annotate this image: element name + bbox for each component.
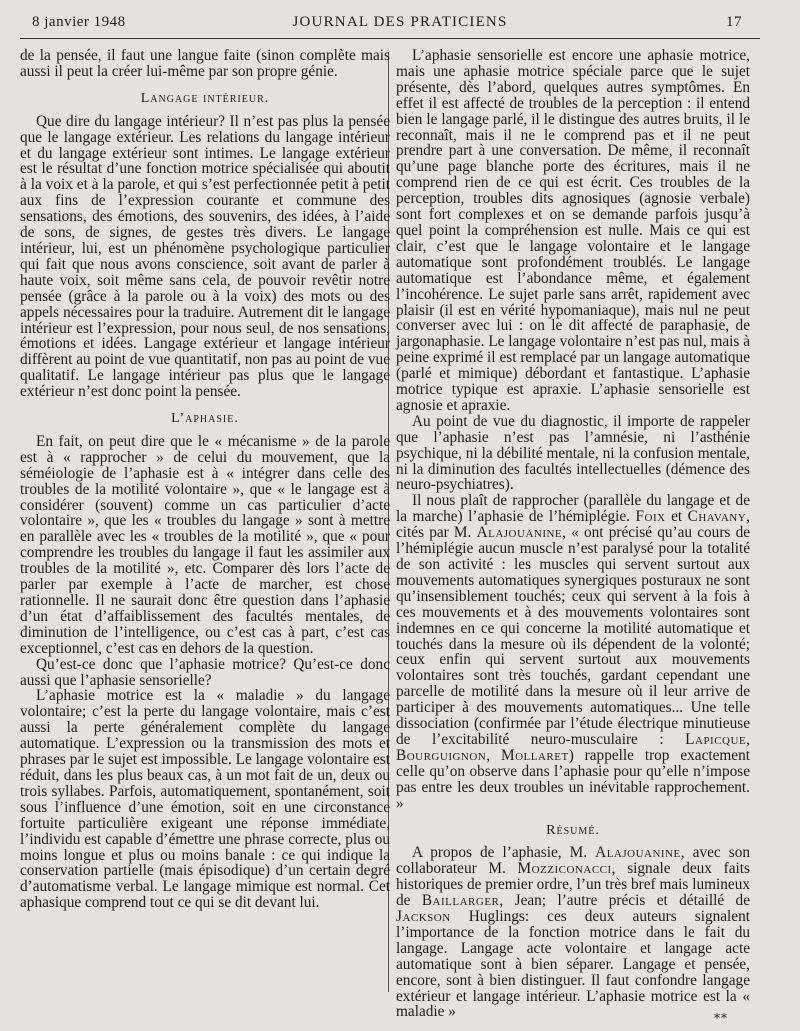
paragraph-diagnostic: Au point de vue du diagnostic, il importe de rappeler que l’aphasie n’est pas l’amnésie, ni l’asthénie psychique, ni la débilité mentale, ni la confusion mentale, ni la diminution des facultés intellectuelles (démence des neuro-psychiatres). bbox=[396, 412, 750, 494]
author-name: Lapicque bbox=[685, 730, 747, 748]
author-name: Alajouanine bbox=[595, 844, 681, 862]
text-segment: , Jean; l’autre précis et détaillé de bbox=[499, 892, 750, 910]
page-header bbox=[20, 8, 780, 34]
text-segment: , bbox=[746, 730, 750, 748]
journal-title: JOURNAL DES PRATICIENS bbox=[292, 14, 508, 30]
paragraph-hemiplegie bbox=[396, 493, 750, 811]
text-segment: , cités par M. bbox=[396, 508, 750, 542]
text-segment: Huglings: ces deux auteurs signalent l’importance de la fonction motrice dans le fait du langage. Langage acte volontaire et langage acte automatique sont à bien séparer. Langage et pensée, encore, sont à bien distinguer. Il faut confondre langage extérieur et langage intérieur. L’aphasie motrice est la « maladie » bbox=[396, 908, 750, 1021]
text-segment: , « ont précisé qu’au cours de l’hémiplégie aucun muscle n’est paralysé pour la totalité de son activité : les muscles qui servent surtout aux mouvements automatiques synergiques posturaux ne sont qu’insensiblement touchés; ceux qui servent à la fois à ces mouvements et à des mouvements volontaires sont indemnes en ce qui concerne la motilité automatique et touchés dans la mesure où ils dépendent de la volonté; ceux enfin qui servent surtout aux mouvements volontaires sont très touchés, gardant cependant une parcelle de motilité dans la mesure où il leur arrive de participer à des mouvements automatiques... Une telle dissociation (confirmée par l’étude électrique minutieuse de l’excitabilité neuro-musculaire : bbox=[396, 524, 751, 748]
author-name: Chavany bbox=[687, 508, 747, 526]
paragraph-aphasie-motrice: L’aphasie motrice est la « maladie » du langage volontaire; c’est la perte du langage volontaire, mais c’est aussi la perte généralement complète du langage automatique. L’expression ou la transmission des mots et phrases par le sujet est impossible. Le langage volontaire est réduit, dans les plus beaux cas, à un mot fait de un, deux ou trois syllabes. Parfois, automatiquement, spontanément, soit sous l’influence d’une émotion, soit en une circonstance fortuite particulière exigeant une réponse immédiate, l’individu est capable d’émettre une phrase correcte, plus ou moins longue et plus ou moins banale : ce qui indique la conservation partielle (mais épisodique) d’un certain degré d’automatisme verbal. Le langage mimique est normal. Cet aphasique comprend tout ce qui se dit devant lui. bbox=[20, 687, 390, 912]
author-name: Mollaret bbox=[500, 746, 569, 764]
text-segment: et bbox=[671, 508, 683, 526]
author-name: Foix bbox=[635, 508, 666, 526]
footer-stars: ** bbox=[714, 1011, 728, 1025]
text-segment: Il nous plaît de rapprocher (parallèle du langage et de la marche) l’aphasie de l’hémiplégie. bbox=[396, 492, 750, 526]
heading-langage-interieur: Langage intérieur. bbox=[140, 90, 270, 106]
author-name: Bourguignon bbox=[396, 746, 487, 764]
text-segment: , avec son collaborateur M. bbox=[396, 844, 750, 878]
paragraph-langage-interieur: Que dire du langage intérieur? Il n’est pas plus la pensée que le langage extérieur. Les relations du langage intérieur et du langage extérieur sont intimes. Le langage extérieur est le résultat d’une fonction motrice spécialisée qui aboutit à la voix et à la parole, et qui s’est perfectionnée petit à petit aux fins de l’expression courante et commune des sensations, des émotions, des souvenirs, des idées, à l’aide de sons, de signes, de gestes très divers. Le langage intérieur, lui, est un phénomène psychologique particulier qui fait que nous avons conscience, soit avant de parler à haute voix, soit même sans cela, de pouvoir revêtir notre pensée (grâce à la parole ou à la voix) des mots ou des appels nécessaires pour la traduire. Autrement dit le langage intérieur est l’expression, pour nous seul, de nos sensations, émotions et idées. Langage extérieur et langage intérieur diffèrent au point de vue quantitatif, non pas au point de vue qualitatif. Le langage intérieur pas plus que le langage extérieur n’est donc point la pensée. bbox=[20, 112, 390, 401]
heading-aphasie: L’aphasie. bbox=[171, 411, 239, 427]
page-number: 17 bbox=[726, 14, 742, 30]
text-segment: , signale deux faits historiques de premier ordre, l’un très bref mais lumineux de bbox=[396, 860, 750, 910]
text-segment: ) rappelle trop exactement celle qu’on observe dans l’aphasie pour qu’elle n’impose pas entre les deux troubles un inévitable rapprochement. » bbox=[396, 746, 750, 812]
paragraph-intro: de la pensée, il faut une langue faite (sinon complète mais aussi il peut la créer lui-même par son propre génie. bbox=[20, 47, 390, 80]
author-name: Jackson bbox=[396, 908, 451, 926]
author-name: Baillarger bbox=[421, 892, 500, 910]
paragraph-aphasie: En fait, on peut dire que le « mécanisme » de la parole est à « rapprocher » de celui du mouvement, que la séméiologie de l’aphasie est à « intégrer dans celle des troubles de la motilité volontaire », que « le langage est à considérer (souvent) comme un cas particulier d’acte volontaire », que les « troubles du langage » sont à mettre en parallèle avec les « troubles de la motilité », que « pour comprendre les troubles du langage il faut les assimiler aux troubles de la motilité », etc. Comparer dès lors l’acte de parler par exemple à l’acte de marcher, est chose rationnelle. Il ne saurait donc être question dans l’aphasie d’un état d’affaiblissement des facultés mentales, de diminution de l’intelligence, ou c’est cas à part, c’est cas exceptionnel, c’est cas en dehors de la question. bbox=[20, 432, 390, 657]
paragraph-question: Qu’est-ce donc que l’aphasie motrice? Qu’est-ce donc aussi que l’aphasie sensorielle? bbox=[20, 655, 390, 689]
author-name: Alajouanine bbox=[476, 524, 563, 542]
paragraph-resume bbox=[396, 845, 750, 1020]
paragraph-aphasie-sensorielle: L’aphasie sensorielle est encore une aphasie motrice, mais une aphasie motrice spéciale parce que le sujet présente, dès l’abord, quelques autres symptômes. En effet il est affecté de troubles de la perception : il entend bien le langage parlé, il le distingue des autres bruits, il le reconnaît, mais il ne le comprend pas et il ne peut prendre part à une conversation. De même, il reconnaît qu’une page blanche porte des écritures, mais il ne comprend rien de ce qui est écrit. Ces troubles de la perception, troubles dits agnosiques (agnosie verbale) sont fort complexes et on se demande parfois jusqu’à quel point la compréhension est nulle. Mais ce qui est clair, c’est que le langage volontaire et le langage automatique sont profondément troublés. Le langage automatique est l’abondance même, et également l’incohérence. Le sujet parle sans arrêt, rapidement avec plaisir (il est en vérité hypomaniaque), mais nul ne peut converser avec lui : on le dit affecté de paraphasie, de jargonaphasie. Le langage volontaire n’est pas nul, mais à peine exprimé il est remplacé par un langage automatique (parlé et mimique) débordant et fantastique. L’aphasie motrice typique est apraxie. L’aphasie sensorielle est agnosie et apraxie. bbox=[396, 47, 750, 414]
right-column bbox=[396, 48, 750, 1020]
text-segment: , bbox=[486, 746, 491, 764]
text-segment: A propos de l’aphasie, M. bbox=[412, 844, 588, 862]
left-column bbox=[20, 48, 390, 911]
author-name: Mozziconacci bbox=[517, 860, 612, 878]
header-rule bbox=[20, 38, 760, 39]
issue-date: 8 janvier 1948 bbox=[32, 14, 126, 30]
heading-resume: Résumé. bbox=[546, 822, 600, 838]
